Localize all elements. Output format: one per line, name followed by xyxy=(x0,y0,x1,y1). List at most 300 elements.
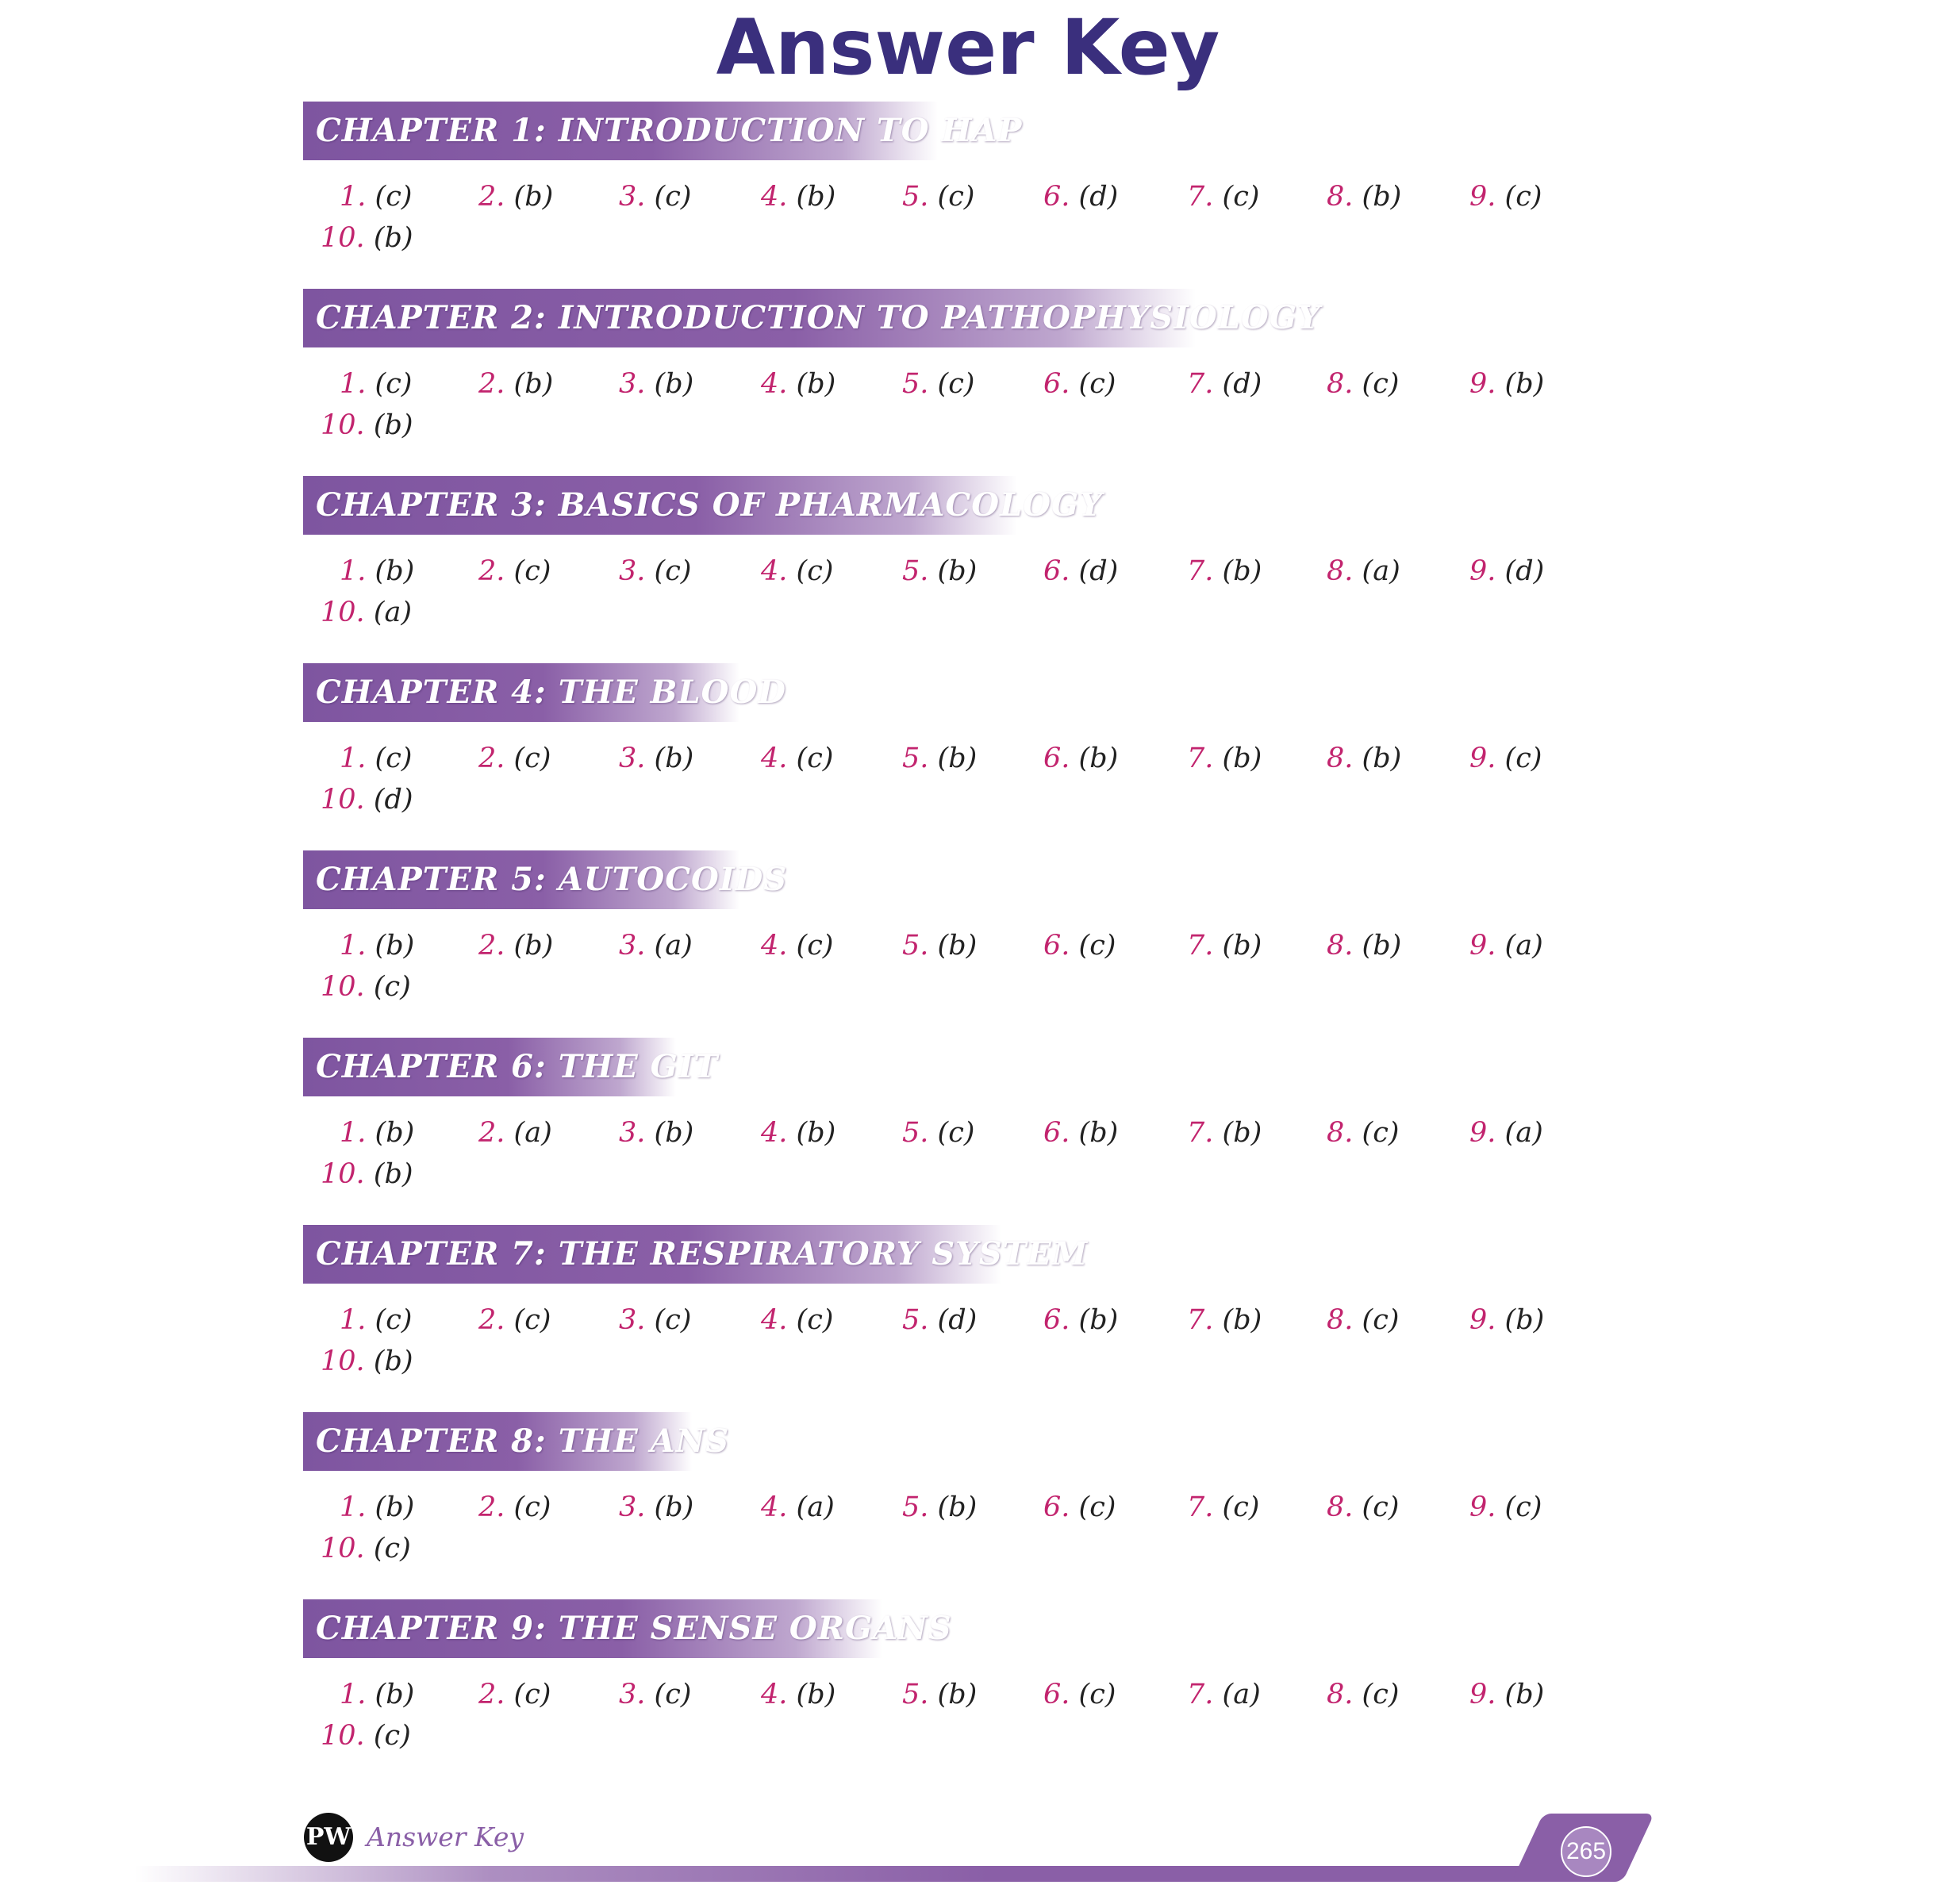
question-number: 2. xyxy=(478,1679,505,1710)
answer-option: (c) xyxy=(375,181,413,213)
answer-item xyxy=(321,406,413,444)
answer-item xyxy=(1187,739,1262,777)
answer-item xyxy=(1187,365,1262,403)
question-number: 4. xyxy=(761,1491,788,1523)
question-number: 2. xyxy=(478,555,505,587)
answer-item xyxy=(902,1488,977,1526)
answer-option: (b) xyxy=(375,555,415,587)
answer-item xyxy=(1469,552,1544,590)
answer-option: (c) xyxy=(1504,181,1542,213)
answer-option: (a) xyxy=(1504,930,1543,962)
question-number: 1. xyxy=(340,743,367,774)
question-number: 2. xyxy=(478,181,505,213)
answer-option: (c) xyxy=(654,181,692,213)
question-number: 6. xyxy=(1043,181,1070,213)
answer-option: (b) xyxy=(373,409,413,441)
answer-item xyxy=(478,927,553,965)
question-number: 2. xyxy=(478,930,505,962)
answer-option: (b) xyxy=(937,555,978,587)
answer-item xyxy=(619,927,693,965)
answer-item xyxy=(619,552,691,590)
question-number: 8. xyxy=(1327,555,1354,587)
answer-option: (b) xyxy=(654,1117,694,1149)
answer-option: (b) xyxy=(373,1158,413,1190)
answer-item xyxy=(1327,927,1401,965)
answer-item xyxy=(619,1114,693,1152)
answer-item xyxy=(619,178,691,216)
question-number: 5. xyxy=(902,1679,929,1710)
answer-option: (c) xyxy=(375,368,413,400)
footer-label: Answer Key xyxy=(367,1821,524,1852)
answer-item xyxy=(761,1488,835,1526)
answer-option: (c) xyxy=(1362,368,1400,400)
question-number: 3. xyxy=(619,1117,646,1149)
chapter-section xyxy=(303,663,1612,827)
answer-option: (a) xyxy=(1362,555,1400,587)
question-number: 3. xyxy=(619,743,646,774)
chapter-heading: CHAPTER 7: THE RESPIRATORY SYSTEM xyxy=(303,1225,1001,1284)
question-number: 10. xyxy=(321,971,365,1003)
answer-option: (d) xyxy=(373,784,413,816)
answer-option: (b) xyxy=(513,181,554,213)
question-number: 10. xyxy=(321,784,365,816)
answer-option: (c) xyxy=(937,368,975,400)
question-number: 1. xyxy=(340,1491,367,1523)
answer-item xyxy=(1043,927,1116,965)
answer-item xyxy=(902,1676,977,1714)
question-number: 2. xyxy=(478,1491,505,1523)
answer-item xyxy=(619,1488,693,1526)
answer-option: (a) xyxy=(513,1117,552,1149)
question-number: 6. xyxy=(1043,930,1070,962)
answer-item xyxy=(1043,1488,1116,1526)
question-number: 4. xyxy=(761,368,788,400)
answer-item xyxy=(1043,1676,1116,1714)
question-number: 3. xyxy=(619,1491,646,1523)
answer-item xyxy=(619,365,693,403)
answer-item xyxy=(340,739,412,777)
question-number: 4. xyxy=(761,1679,788,1710)
answer-option: (b) xyxy=(373,1345,413,1377)
question-number: 5. xyxy=(902,1304,929,1336)
question-number: 5. xyxy=(902,930,929,962)
answer-option: (c) xyxy=(654,1679,692,1710)
answer-option: (b) xyxy=(373,222,413,254)
answer-item xyxy=(340,552,414,590)
answer-option: (b) xyxy=(796,1679,836,1710)
answer-option: (b) xyxy=(937,930,978,962)
question-number: 3. xyxy=(619,930,646,962)
answer-item xyxy=(1187,1301,1262,1339)
answer-option: (b) xyxy=(937,743,978,774)
question-number: 6. xyxy=(1043,743,1070,774)
answer-grid xyxy=(303,552,1612,639)
answer-option: (c) xyxy=(373,1533,411,1564)
question-number: 7. xyxy=(1187,181,1214,213)
answer-option: (c) xyxy=(1362,1117,1400,1149)
answer-option: (b) xyxy=(654,368,694,400)
question-number: 8. xyxy=(1327,1679,1354,1710)
answer-option: (d) xyxy=(1504,555,1545,587)
answer-item xyxy=(1327,1301,1399,1339)
answer-item xyxy=(1187,178,1259,216)
answer-option: (b) xyxy=(375,930,415,962)
answer-item xyxy=(1327,552,1400,590)
question-number: 1. xyxy=(340,181,367,213)
answer-option: (b) xyxy=(375,1679,415,1710)
answer-item xyxy=(619,1676,691,1714)
question-number: 9. xyxy=(1469,181,1496,213)
answer-item xyxy=(1187,552,1262,590)
answer-option: (c) xyxy=(937,181,975,213)
question-number: 2. xyxy=(478,1117,505,1149)
answer-option: (c) xyxy=(1078,1679,1116,1710)
question-number: 9. xyxy=(1469,1679,1496,1710)
answer-item xyxy=(478,739,551,777)
answer-option: (c) xyxy=(1222,181,1260,213)
answer-item xyxy=(1187,1676,1261,1714)
question-number: 10. xyxy=(321,222,365,254)
answer-item xyxy=(1187,1114,1262,1152)
chapter-section xyxy=(303,1038,1612,1201)
answer-option: (d) xyxy=(1078,555,1119,587)
question-number: 3. xyxy=(619,1679,646,1710)
answer-option: (c) xyxy=(1078,1491,1116,1523)
question-number: 4. xyxy=(761,181,788,213)
answer-option: (a) xyxy=(1222,1679,1261,1710)
answer-item xyxy=(902,178,974,216)
chapter-section xyxy=(303,850,1612,1014)
answer-grid xyxy=(303,1676,1612,1763)
question-number: 1. xyxy=(340,1679,367,1710)
page-title: Answer Key xyxy=(716,3,1220,92)
answer-item xyxy=(1043,739,1118,777)
answer-item xyxy=(321,1342,413,1380)
answer-option: (b) xyxy=(937,1491,978,1523)
answer-option: (b) xyxy=(1362,930,1402,962)
question-number: 3. xyxy=(619,1304,646,1336)
question-number: 6. xyxy=(1043,1304,1070,1336)
question-number: 2. xyxy=(478,368,505,400)
answer-option: (d) xyxy=(937,1304,978,1336)
question-number: 9. xyxy=(1469,368,1496,400)
answer-item xyxy=(340,1114,414,1152)
answer-option: (c) xyxy=(1222,1491,1260,1523)
answer-option: (b) xyxy=(1504,1304,1545,1336)
question-number: 8. xyxy=(1327,181,1354,213)
answer-option: (c) xyxy=(1362,1304,1400,1336)
answer-option: (b) xyxy=(513,930,554,962)
answer-option: (c) xyxy=(1504,743,1542,774)
answer-item xyxy=(1327,178,1401,216)
answer-item xyxy=(1187,927,1262,965)
footer-bar xyxy=(135,1866,1555,1882)
question-number: 5. xyxy=(902,743,929,774)
answer-item xyxy=(902,365,974,403)
answer-item xyxy=(321,219,413,257)
answer-item xyxy=(321,1155,413,1193)
chapter-heading: CHAPTER 2: INTRODUCTION TO PATHOPHYSIOLOGY xyxy=(303,289,1196,347)
question-number: 10. xyxy=(321,1533,365,1564)
answer-item xyxy=(1043,365,1116,403)
answer-item xyxy=(340,1676,414,1714)
answer-item xyxy=(761,178,835,216)
answer-option: (c) xyxy=(796,555,834,587)
question-number: 7. xyxy=(1187,1491,1214,1523)
answer-item xyxy=(902,1301,977,1339)
answer-option: (c) xyxy=(513,743,551,774)
question-number: 4. xyxy=(761,1304,788,1336)
question-number: 7. xyxy=(1187,1304,1214,1336)
answer-option: (d) xyxy=(1078,181,1119,213)
question-number: 8. xyxy=(1327,930,1354,962)
answer-option: (c) xyxy=(937,1117,975,1149)
answer-option: (a) xyxy=(1504,1117,1543,1149)
answer-item xyxy=(1469,1114,1543,1152)
answer-option: (c) xyxy=(373,971,411,1003)
answer-option: (b) xyxy=(1362,743,1402,774)
answer-option: (b) xyxy=(1222,555,1262,587)
answer-option: (c) xyxy=(1078,368,1116,400)
answer-item xyxy=(902,552,977,590)
answer-option: (b) xyxy=(1362,181,1402,213)
answer-item xyxy=(340,365,412,403)
question-number: 4. xyxy=(761,555,788,587)
answer-item xyxy=(1327,1488,1399,1526)
answer-option: (c) xyxy=(1504,1491,1542,1523)
answer-item xyxy=(1469,739,1542,777)
answer-item xyxy=(761,1676,835,1714)
pw-logo-icon: PW xyxy=(304,1813,353,1862)
answer-item xyxy=(478,1301,551,1339)
question-number: 4. xyxy=(761,743,788,774)
question-number: 5. xyxy=(902,1491,929,1523)
answer-option: (c) xyxy=(513,1304,551,1336)
question-number: 10. xyxy=(321,1158,365,1190)
answer-item xyxy=(761,1114,835,1152)
question-number: 3. xyxy=(619,181,646,213)
question-number: 6. xyxy=(1043,368,1070,400)
answer-option: (c) xyxy=(1362,1491,1400,1523)
answer-option: (c) xyxy=(796,1304,834,1336)
answer-item xyxy=(478,178,553,216)
answer-option: (c) xyxy=(375,1304,413,1336)
question-number: 8. xyxy=(1327,1117,1354,1149)
answer-item xyxy=(321,781,413,819)
answer-item xyxy=(340,1301,412,1339)
page-number: 265 xyxy=(1561,1826,1611,1877)
answer-option: (b) xyxy=(1504,368,1545,400)
question-number: 9. xyxy=(1469,930,1496,962)
answer-item xyxy=(1327,365,1399,403)
answer-item xyxy=(1043,1301,1118,1339)
question-number: 8. xyxy=(1327,368,1354,400)
question-number: 9. xyxy=(1469,743,1496,774)
question-number: 6. xyxy=(1043,555,1070,587)
question-number: 7. xyxy=(1187,368,1214,400)
answer-option: (a) xyxy=(373,597,412,628)
answer-option: (a) xyxy=(654,930,693,962)
question-number: 1. xyxy=(340,1304,367,1336)
chapter-heading: CHAPTER 5: AUTOCOIDS xyxy=(303,850,739,909)
answer-option: (b) xyxy=(1078,743,1119,774)
question-number: 9. xyxy=(1469,555,1496,587)
answer-item xyxy=(321,593,412,631)
answer-item xyxy=(1327,1114,1399,1152)
answer-option: (b) xyxy=(375,1117,415,1149)
question-number: 4. xyxy=(761,930,788,962)
question-number: 8. xyxy=(1327,1304,1354,1336)
answer-grid xyxy=(303,1488,1612,1576)
question-number: 1. xyxy=(340,368,367,400)
answer-option: (c) xyxy=(796,743,834,774)
question-number: 10. xyxy=(321,409,365,441)
chapter-heading: CHAPTER 1: INTRODUCTION TO HAP xyxy=(303,102,938,160)
answer-item xyxy=(619,1301,691,1339)
question-number: 7. xyxy=(1187,743,1214,774)
question-number: 10. xyxy=(321,1345,365,1377)
chapter-section xyxy=(303,476,1612,639)
answer-option: (b) xyxy=(1222,743,1262,774)
question-number: 5. xyxy=(902,181,929,213)
answer-item xyxy=(1469,1676,1544,1714)
answer-item xyxy=(761,739,833,777)
answer-option: (b) xyxy=(1222,1117,1262,1149)
answer-option: (a) xyxy=(796,1491,835,1523)
answer-item xyxy=(1327,1676,1399,1714)
answer-item xyxy=(321,1717,411,1755)
answer-grid xyxy=(303,365,1612,452)
answer-item xyxy=(1469,927,1543,965)
answer-option: (c) xyxy=(373,1720,411,1752)
answer-item xyxy=(1043,1114,1118,1152)
answer-option: (c) xyxy=(375,743,413,774)
answer-item xyxy=(478,1114,552,1152)
question-number: 9. xyxy=(1469,1304,1496,1336)
answer-item xyxy=(478,552,551,590)
answer-item xyxy=(761,927,833,965)
question-number: 7. xyxy=(1187,1679,1214,1710)
question-number: 9. xyxy=(1469,1117,1496,1149)
answer-option: (b) xyxy=(654,743,694,774)
answer-option: (c) xyxy=(654,1304,692,1336)
answer-option: (c) xyxy=(1362,1679,1400,1710)
answer-item xyxy=(321,968,411,1006)
answer-item xyxy=(1469,1488,1542,1526)
answer-option: (b) xyxy=(937,1679,978,1710)
answer-option: (b) xyxy=(796,368,836,400)
chapter-section xyxy=(303,289,1612,452)
answer-item xyxy=(1327,739,1401,777)
answer-item xyxy=(761,552,833,590)
answer-option: (b) xyxy=(513,368,554,400)
answer-item xyxy=(478,365,553,403)
answer-item xyxy=(761,1301,833,1339)
answer-option: (b) xyxy=(1222,930,1262,962)
question-number: 5. xyxy=(902,555,929,587)
question-number: 3. xyxy=(619,555,646,587)
answer-item xyxy=(1043,178,1118,216)
question-number: 9. xyxy=(1469,1491,1496,1523)
answer-item xyxy=(1469,1301,1544,1339)
question-number: 5. xyxy=(902,1117,929,1149)
answer-option: (b) xyxy=(1504,1679,1545,1710)
answer-grid xyxy=(303,927,1612,1014)
chapter-heading: CHAPTER 6: THE GIT xyxy=(303,1038,676,1096)
answer-item xyxy=(902,739,977,777)
question-number: 8. xyxy=(1327,743,1354,774)
chapter-section xyxy=(303,1225,1612,1388)
answer-item xyxy=(761,365,835,403)
question-number: 4. xyxy=(761,1117,788,1149)
chapter-section xyxy=(303,102,1612,265)
answer-item xyxy=(619,739,693,777)
answer-option: (c) xyxy=(513,1679,551,1710)
question-number: 6. xyxy=(1043,1679,1070,1710)
question-number: 2. xyxy=(478,1304,505,1336)
question-number: 1. xyxy=(340,930,367,962)
answer-option: (c) xyxy=(513,555,551,587)
question-number: 7. xyxy=(1187,1117,1214,1149)
question-number: 5. xyxy=(902,368,929,400)
question-number: 7. xyxy=(1187,555,1214,587)
question-number: 2. xyxy=(478,743,505,774)
answer-item xyxy=(340,178,412,216)
question-number: 7. xyxy=(1187,930,1214,962)
answer-grid xyxy=(303,1301,1612,1388)
answer-item xyxy=(1043,552,1118,590)
question-number: 1. xyxy=(340,555,367,587)
answer-item xyxy=(902,927,977,965)
answer-option: (b) xyxy=(654,1491,694,1523)
answer-option: (c) xyxy=(513,1491,551,1523)
chapter-section xyxy=(303,1599,1612,1763)
question-number: 8. xyxy=(1327,1491,1354,1523)
answer-item xyxy=(478,1676,551,1714)
answer-option: (d) xyxy=(1222,368,1262,400)
question-number: 1. xyxy=(340,1117,367,1149)
answer-item xyxy=(1469,365,1544,403)
answer-option: (c) xyxy=(1078,930,1116,962)
answer-option: (b) xyxy=(1078,1304,1119,1336)
answer-option: (b) xyxy=(796,181,836,213)
question-number: 6. xyxy=(1043,1117,1070,1149)
answer-option: (c) xyxy=(796,930,834,962)
chapter-section xyxy=(303,1412,1612,1576)
answer-item xyxy=(478,1488,551,1526)
answer-option: (b) xyxy=(375,1491,415,1523)
question-number: 3. xyxy=(619,368,646,400)
chapter-heading: CHAPTER 9: THE SENSE ORGANS xyxy=(303,1599,882,1658)
answer-item xyxy=(1469,178,1542,216)
answer-item xyxy=(340,927,414,965)
question-number: 10. xyxy=(321,1720,365,1752)
answer-grid xyxy=(303,739,1612,827)
answer-grid xyxy=(303,1114,1612,1201)
answer-option: (b) xyxy=(1078,1117,1119,1149)
answer-option: (b) xyxy=(796,1117,836,1149)
answer-item xyxy=(340,1488,414,1526)
chapter-heading: CHAPTER 3: BASICS OF PHARMACOLOGY xyxy=(303,476,1017,535)
answer-grid xyxy=(303,178,1612,265)
chapter-heading: CHAPTER 4: THE BLOOD xyxy=(303,663,739,722)
question-number: 10. xyxy=(321,597,365,628)
answer-item xyxy=(321,1530,411,1568)
answer-option: (b) xyxy=(1222,1304,1262,1336)
answer-option: (c) xyxy=(654,555,692,587)
chapter-heading: CHAPTER 8: THE ANS xyxy=(303,1412,692,1471)
question-number: 6. xyxy=(1043,1491,1070,1523)
